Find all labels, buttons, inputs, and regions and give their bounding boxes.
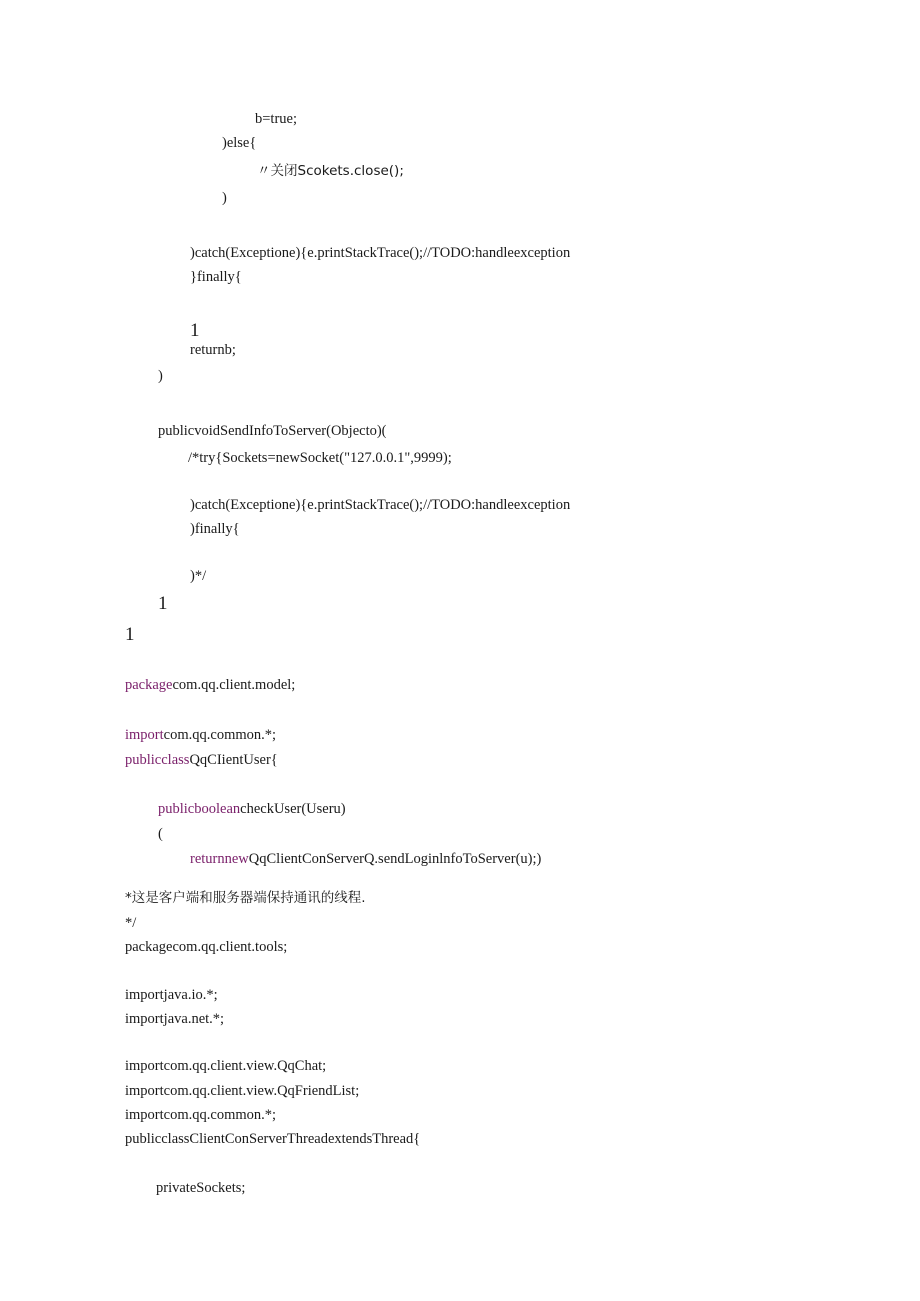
code-line: [125, 1057, 326, 1075]
code-line: [125, 889, 366, 907]
code-comment: *这是客户端和服务器端保持通讯的线程.: [125, 890, 366, 906]
code-line: [190, 567, 206, 585]
code-line: [125, 726, 276, 744]
code-keyword: package: [125, 677, 173, 693]
code-comment: 〃关闭Scokets.close();: [257, 163, 404, 179]
code-line: [255, 110, 297, 128]
code-line: [190, 268, 242, 286]
code-line: [158, 825, 163, 843]
code-text: importcom.qq.common.*;: [125, 1107, 277, 1123]
code-text: 1: [158, 593, 168, 614]
code-text: importjava.io.*;: [125, 987, 218, 1003]
code-keyword: publicclass: [125, 752, 190, 768]
code-line: [156, 1179, 245, 1197]
code-text: importcom.qq.client.view.QqFriendList;: [125, 1083, 360, 1099]
code-text: )catch(Exceptione){e.printStackTrace();//TODO:handleexception: [190, 497, 571, 513]
code-keyword: returnnew: [190, 851, 249, 867]
code-text: com.qq.client.model;: [172, 677, 296, 693]
code-text: QqClientConServerQ.sendLoginlnfoToServer(u);): [248, 851, 542, 867]
code-line: [158, 593, 168, 615]
code-text: packagecom.qq.client.tools;: [125, 939, 288, 955]
code-line: [190, 850, 541, 868]
code-line: [190, 496, 570, 514]
code-line: [125, 1082, 359, 1100]
code-text: checkUser(Useru): [240, 801, 346, 817]
code-line: [125, 751, 278, 769]
code-text: (: [158, 826, 163, 842]
code-line: [190, 520, 240, 538]
code-text: importcom.qq.client.view.QqChat;: [125, 1058, 327, 1074]
code-keyword: import: [125, 727, 164, 743]
code-line: [222, 134, 256, 152]
code-line: [125, 986, 218, 1004]
code-text: )*/: [190, 568, 207, 584]
code-line: [190, 341, 236, 359]
code-text: publicvoidSendInfoToServer(Objecto)(: [158, 423, 387, 439]
code-line: [125, 1010, 224, 1028]
code-text: ): [222, 190, 227, 206]
code-text: )finally{: [190, 521, 240, 537]
code-text: ): [158, 368, 163, 384]
code-line: [158, 367, 163, 385]
code-text: )else{: [222, 135, 257, 151]
code-line: [190, 244, 570, 262]
code-line: [125, 1106, 276, 1124]
code-text: b=true;: [255, 111, 297, 127]
code-line: [188, 449, 452, 467]
code-text: publicclassClientConServerThreadextendsThread{: [125, 1131, 421, 1147]
code-text: 1: [125, 624, 135, 645]
code-text: }finally{: [190, 269, 242, 285]
code-line: [125, 914, 136, 932]
code-text: importjava.net.*;: [125, 1011, 225, 1027]
code-keyword: publicboolean: [158, 801, 241, 817]
code-line: [125, 676, 295, 694]
code-text: com.qq.common.*;: [163, 727, 277, 743]
code-line: [158, 800, 346, 818]
code-line: [125, 938, 287, 956]
code-line: [125, 624, 135, 646]
code-line: [125, 1130, 420, 1148]
code-line: [158, 422, 387, 440]
code-line: [190, 320, 200, 342]
code-text: QqCIientUser{: [189, 752, 278, 768]
code-text: returnb;: [190, 342, 236, 358]
code-text: )catch(Exceptione){e.printStackTrace();//TODO:handleexception: [190, 245, 571, 261]
code-line: [222, 189, 227, 207]
code-text: */: [125, 915, 137, 931]
code-text: privateSockets;: [156, 1180, 246, 1196]
code-text: 1: [190, 320, 200, 341]
code-line: [257, 162, 404, 180]
code-text: /*try{Sockets=newSocket("127.0.0.1",9999);: [188, 450, 452, 466]
